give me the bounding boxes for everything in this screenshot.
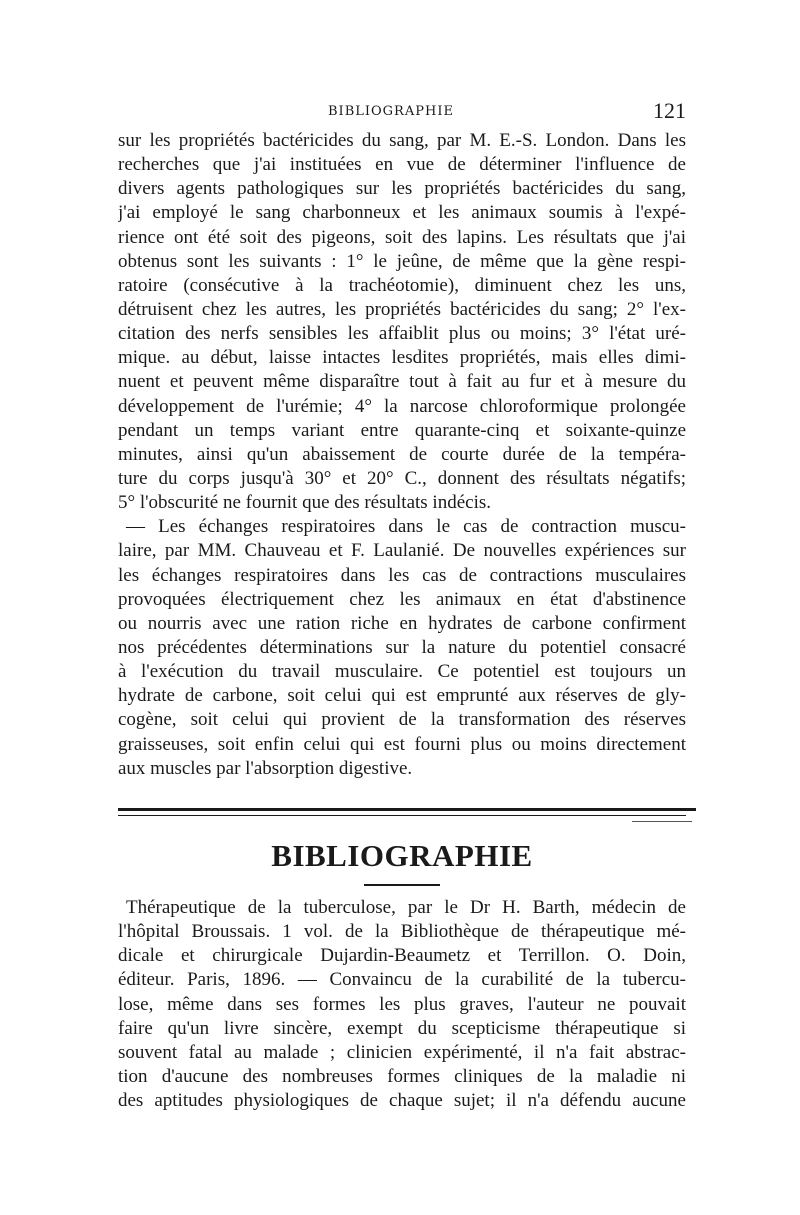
text-line: — Les échanges respiratoires dans le cas de contraction muscu- <box>126 516 686 538</box>
text-line: graisseuses, soit enfin celui qui est fourni plus ou moins directement <box>118 733 686 755</box>
text-line: éditeur. Paris, 1896. — Convaincu de la curabilité de la tubercu- <box>118 969 686 991</box>
divider-thick-rule <box>118 808 696 811</box>
text-line: à l'exécution du travail musculaire. Ce potentiel est toujours un <box>118 661 686 683</box>
text-line: 5° l'obscurité ne fournit que des résultats indécis. <box>118 492 491 514</box>
divider-thin-rule <box>118 815 686 816</box>
text-line: recherches que j'ai instituées en vue de déterminer l'influence de <box>118 154 686 176</box>
text-line: détruisent chez les autres, les propriétés bactéricides du sang; 2° l'ex- <box>118 298 686 320</box>
running-head <box>118 98 686 126</box>
text-line: les échanges respiratoires dans les cas de contractions musculaires <box>118 564 686 586</box>
text-line: des aptitudes physiologiques de chaque sujet; il n'a défendu aucune <box>118 1090 686 1112</box>
text-line: dicale et chirurgicale Dujardin-Beaumetz et Terrillon. O. Doin, <box>118 945 686 967</box>
text-line: ratoire (consécutive à la trachéotomie), diminuent chez les uns, <box>118 274 686 296</box>
text-line: développement de l'urémie; 4° la narcose chloroformique prolongée <box>118 395 686 417</box>
text-line: aux muscles par l'absorption digestive. <box>118 757 413 779</box>
text-line: laire, par MM. Chauveau et F. Laulanié. De nouvelles expériences sur <box>118 540 686 562</box>
text-line: obtenus sont les suivants : 1° le jeûne, de même que la gène respi- <box>118 250 686 272</box>
text-line: hydrate de carbone, soit celui qui est emprunté aux réserves de gly- <box>118 685 686 707</box>
text-line: cogène, soit celui qui provient de la transformation des réserves <box>118 709 686 731</box>
text-line: l'hôpital Broussais. 1 vol. de la Bibliothèque de thérapeutique mé- <box>118 921 686 943</box>
section-heading: BIBLIOGRAPHIE <box>271 838 533 873</box>
text-line: tion d'aucune des nombreuses formes cliniques de la maladie ni <box>118 1065 686 1087</box>
text-line: faire qu'un livre sincère, exempt du scepticisme thérapeutique si <box>118 1017 686 1039</box>
text-line: minutes, ainsi qu'un abaissement de courte durée de la tempéra- <box>118 443 686 465</box>
text-line: ou nourris avec une ration riche en hydrates de carbone confirment <box>118 612 686 634</box>
text-line: citation des nerfs sensibles les affaiblit plus ou moins; 3° l'état uré- <box>118 323 686 345</box>
text-line: souvent fatal au malade ; clinicien expérimenté, il n'a fait abstrac- <box>118 1041 686 1063</box>
text-line: ture du corps jusqu'à 30° et 20° C., donnent des résultats négatifs; <box>118 467 686 489</box>
page-number: 121 <box>653 98 686 123</box>
text-line: provoquées électriquement chez les animaux en état d'abstinence <box>118 588 686 610</box>
text-line: nuent et peuvent même disparaître tout à fait au fur et à mesure du <box>118 371 686 393</box>
running-title: BIBLIOGRAPHIE <box>328 104 454 119</box>
text-line: rience ont été soit des pigeons, soit des lapins. Les résultats que j'ai <box>118 226 686 248</box>
bibliography-entry <box>118 896 686 1113</box>
text-line: divers agents pathologiques sur les propriétés bactéricides du sang, <box>118 178 686 200</box>
heading-underline <box>364 884 440 886</box>
divider-ornament <box>632 817 692 822</box>
text-line: pendant un temps variant entre quarante-cinq et soixante-quinze <box>118 419 686 441</box>
text-line: Thérapeutique de la tuberculose, par le Dr H. Barth, médecin de <box>126 897 686 918</box>
body-paragraphs <box>118 129 686 781</box>
text-line: j'ai employé le sang charbonneux et les animaux soumis à l'expé- <box>118 202 686 224</box>
text-line: mique. au début, laisse intactes lesdites propriétés, mais elles dimi- <box>118 347 686 369</box>
text-line: lose, même dans ses formes les plus graves, l'auteur ne pouvait <box>118 993 686 1015</box>
section-divider <box>118 808 696 819</box>
text-line: sur les propriétés bactéricides du sang, par M. E.-S. London. Dans les <box>118 130 686 151</box>
text-line: nos précédentes déterminations sur la nature du potentiel consacré <box>118 636 686 658</box>
